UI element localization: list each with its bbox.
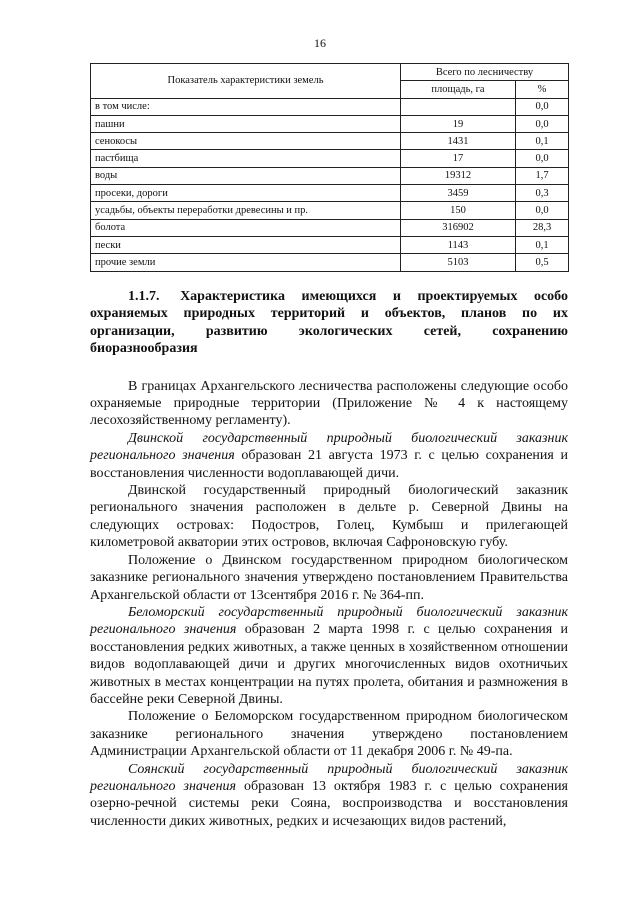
paragraph: [90, 430, 568, 482]
row-area: 19312: [401, 167, 516, 184]
section-heading: [90, 288, 568, 358]
row-area: 1431: [401, 133, 516, 150]
paragraphs: [90, 378, 568, 831]
paragraph-text: Положение о Беломорском государственном природном биологическом заказнике регионального значения утверждено постановлением Администрации Архангельской области от 11 декабря 2006 г. № 49-па.: [90, 709, 568, 760]
paragraph: [90, 708, 568, 760]
row-percent: 0,0: [516, 98, 569, 115]
paragraph: [90, 552, 568, 604]
paragraph: [90, 482, 568, 552]
table-row: [91, 254, 569, 271]
row-name: пески: [91, 236, 401, 253]
table-row: [91, 167, 569, 184]
row-name: пашни: [91, 115, 401, 132]
row-percent: 0,0: [516, 202, 569, 219]
row-area: 19: [401, 115, 516, 132]
row-name: усадьбы, объекты переработки древесины и пр.: [91, 202, 401, 219]
row-name: воды: [91, 167, 401, 184]
paragraph-text: В границах Архангельского лесничества расположены следующие особо охраняемые природные территории (Приложение № 4 к настоящему лесохозяйственному регламенту).: [90, 378, 568, 429]
table-row: [91, 219, 569, 236]
header-percent: %: [516, 81, 569, 98]
header-area: площадь, га: [401, 81, 516, 98]
paragraph-text: Положение о Двинском государственном природном биологическом заказнике регионального значения утверждено постановлением Правительства Архангельской области от 13сентября 2016 г. № 364-пп.: [90, 552, 568, 603]
row-name: просеки, дороги: [91, 185, 401, 202]
section-title: Характеристика имеющихся и проектируемых особо охраняемых природных территорий и объектов, планов по их организации, развитию экологических сетей, сохранению биоразнообразия: [90, 289, 569, 357]
row-percent: 0,5: [516, 254, 569, 271]
paragraph: [90, 604, 568, 708]
row-area: 316902: [401, 219, 516, 236]
row-percent: 0,1: [516, 133, 569, 150]
row-percent: 0,1: [516, 236, 569, 253]
table-body: [91, 98, 569, 271]
paragraph-text: образован 13 октября 1983 г. с целью сохранения озерно-речной системы реки Сояна, воспроизводства и восстановления численности диких животных, редких и исчезающих видов растений,: [90, 778, 569, 829]
row-area: 150: [401, 202, 516, 219]
paragraph: [90, 378, 568, 430]
row-percent: 0,0: [516, 115, 569, 132]
row-percent: 0,0: [516, 150, 569, 167]
reserve-name: Беломорский государственный природный биологический заказник регионального значения: [90, 604, 568, 638]
land-characteristics-table: [90, 63, 569, 272]
table-row: [91, 115, 569, 132]
row-percent: 1,7: [516, 167, 569, 184]
table-row: [91, 133, 569, 150]
row-area: 5103: [401, 254, 516, 271]
table-row: [91, 202, 569, 219]
row-name: в том числе:: [91, 98, 401, 115]
page-number: 16: [314, 36, 326, 50]
row-area: 1143: [401, 236, 516, 253]
row-name: пастбища: [91, 150, 401, 167]
table-row: [91, 236, 569, 253]
row-percent: 28,3: [516, 219, 569, 236]
paragraph-text: образован 21 августа 1973 г. с целью сохранения и восстановления численности водоплавающей дичи.: [90, 448, 568, 481]
document-body: [90, 288, 568, 830]
header-total: Всего по лесничеству: [401, 64, 569, 81]
header-indicator: Показатель характеристики земель: [91, 64, 401, 99]
paragraph: [90, 761, 568, 831]
table-row: [91, 185, 569, 202]
reserve-name: Двинской государственный природный биологический заказник регионального значения: [90, 430, 568, 464]
row-area: 3459: [401, 185, 516, 202]
row-percent: 0,3: [516, 185, 569, 202]
section-number: 1.1.7.: [128, 289, 160, 304]
row-name: сенокосы: [91, 133, 401, 150]
row-area: [401, 98, 516, 115]
row-name: болота: [91, 219, 401, 236]
table-row: [91, 150, 569, 167]
row-area: 17: [401, 150, 516, 167]
reserve-name: Соянский государственный природный биологический заказник регионального значения: [90, 761, 568, 794]
table-row: [91, 98, 569, 115]
paragraph-text: Двинской государственный природный биологический заказник регионального значения расположен в дельте р. Северной Двины на следующих островах: Подостров, Голец, Кумбыш и прилегающей километровой акватории этих островов, включая Сафроновскую губу.: [90, 483, 568, 551]
paragraph-text: образован 2 марта 1998 г. с целью сохранения и восстановления редких животных, а также ценных в хозяйственном отношении видов водоплавающей дичи и других многочисленных видов охотничьих животных в местах концентрации на путях пролета, обитания и размножения в бассейне реки Северной Двины.: [90, 622, 568, 707]
row-name: прочие земли: [91, 254, 401, 271]
